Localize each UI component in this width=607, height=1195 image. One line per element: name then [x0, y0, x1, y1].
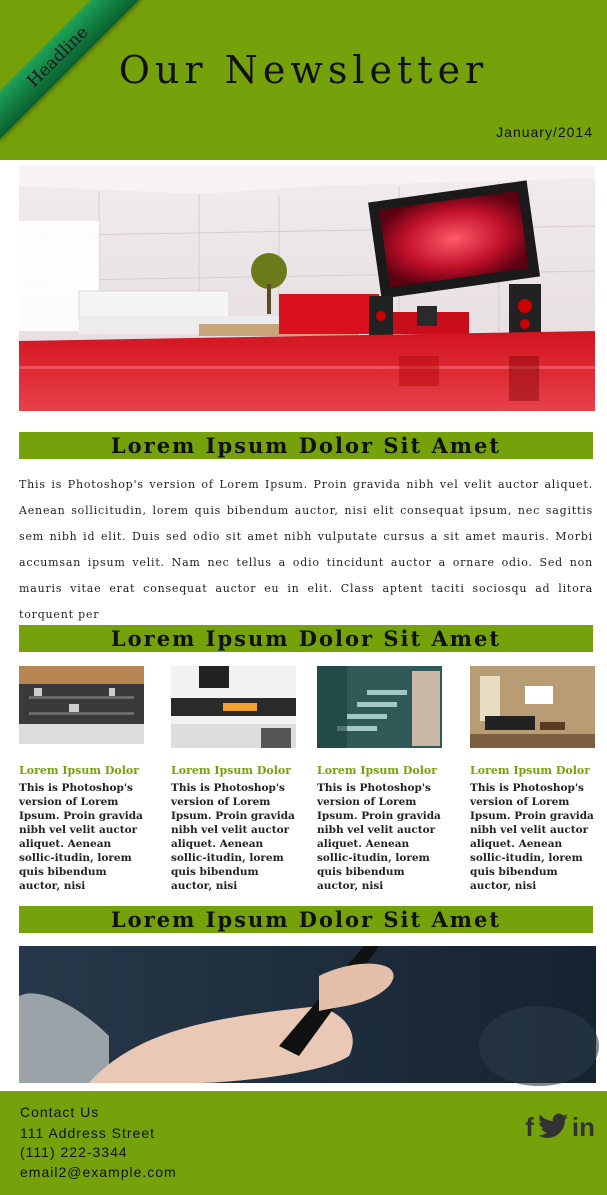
section-heading-3: Lorem Ipsum Dolor Sit Amet: [19, 906, 593, 933]
feature-card-2[interactable]: [171, 666, 297, 892]
card-title[interactable]: Lorem Ipsum Dolor: [171, 764, 292, 777]
article-body: This is Photoshop's version of Lorem Ipsum. Proin gravida nibh vel velit auctor aliquet. Aenean sollicitudin, lorem quis bibendum auctor, nisi elit consequat ipsum, nec sagittis sem nibh id elit. Duis sed odio sit amet nibh vulputate cursus a sit amet mauris. Morbi accumsan ipsum velit. Nam nec tellus a odio tincidunt auctor a ornare odio. Sed non mauris vitae erat consequat auctor eu in elit. Class aptent taciti sociosqu ad litora torquent per: [19, 478, 593, 621]
card-text: This is Photoshop's version of Lorem Ipsum. Proin gravida nibh vel velit auctor aliquet. Aenean sollic-itudin, lorem quis bibendum auctor, nisi: [19, 782, 143, 892]
issue-date: January/2014: [496, 124, 593, 140]
feature-card-3[interactable]: [317, 666, 443, 892]
card-text: This is Photoshop's version of Lorem Ipsum. Proin gravida nibh vel velit auctor aliquet. Aenean sollic-itudin, lorem quis bibendum auctor, nisi: [470, 782, 594, 892]
image-hand-phone: [19, 946, 596, 1083]
section-heading-1: Lorem Ipsum Dolor Sit Amet: [19, 432, 593, 459]
newsletter-title: Our Newsletter: [118, 48, 489, 92]
header: [0, 0, 607, 160]
thumb-glass-stairs[interactable]: [317, 666, 442, 748]
card-text: This is Photoshop's version of Lorem Ipsum. Proin gravida nibh vel velit auctor aliquet. Aenean sollic-itudin, lorem quis bibendum auctor, nisi: [171, 782, 295, 892]
section-heading-2: Lorem Ipsum Dolor Sit Amet: [19, 625, 593, 652]
footer: [0, 1091, 607, 1195]
contact-phone[interactable]: (111) 222-3344: [20, 1144, 128, 1160]
facebook-icon[interactable]: f: [525, 1112, 534, 1142]
linkedin-icon[interactable]: in: [571, 1112, 595, 1142]
thumb-lounge[interactable]: [470, 666, 595, 748]
contact-address: 111 Address Street: [20, 1125, 155, 1141]
card-title[interactable]: Lorem Ipsum Dolor: [19, 764, 140, 777]
social-links: [525, 1113, 595, 1144]
feature-card-1[interactable]: [19, 666, 145, 892]
ribbon-label: Headline: [23, 22, 93, 92]
card-title[interactable]: Lorem Ipsum Dolor: [317, 764, 438, 777]
thumb-shelves[interactable]: [19, 666, 144, 748]
contact-heading: Contact Us: [20, 1104, 100, 1120]
contact-email[interactable]: email2@example.com: [20, 1164, 177, 1180]
twitter-icon[interactable]: [538, 1113, 568, 1144]
card-title[interactable]: Lorem Ipsum Dolor: [470, 764, 591, 777]
hero-image-living-room: [19, 166, 595, 411]
feature-card-4[interactable]: [470, 666, 596, 892]
thumb-fireplace[interactable]: [171, 666, 296, 748]
card-text: This is Photoshop's version of Lorem Ipsum. Proin gravida nibh vel velit auctor aliquet. Aenean sollic-itudin, lorem quis bibendum auctor, nisi: [317, 782, 441, 892]
